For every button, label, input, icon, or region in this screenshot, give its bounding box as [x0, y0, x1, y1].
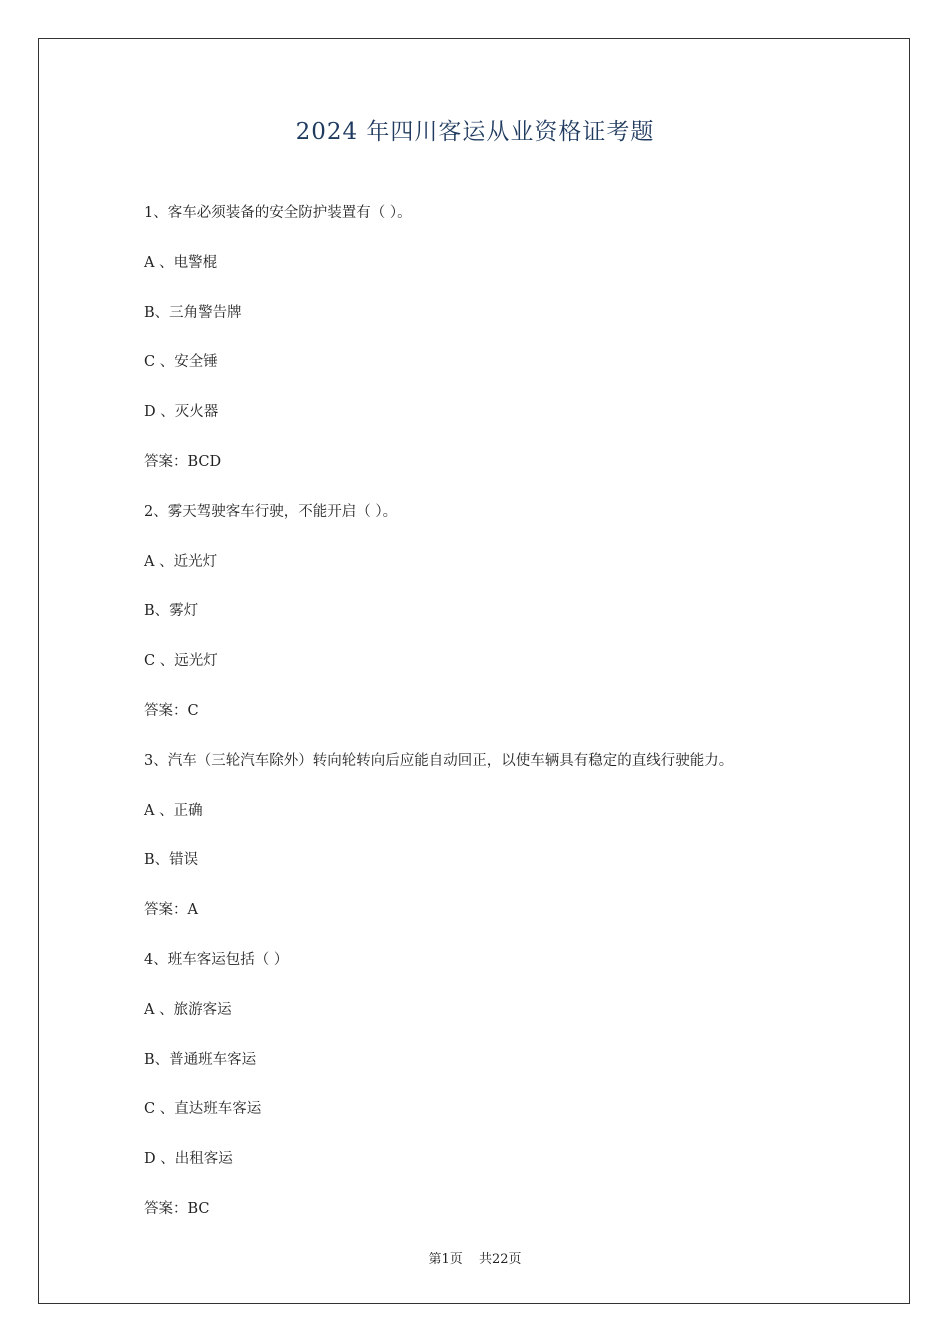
option: D 、灭火器 — [144, 404, 219, 421]
document-title: 2024 年四川客运从业资格证考题 — [295, 119, 655, 145]
question-list — [144, 202, 844, 1248]
question-text: 4、班车客运包括（ ） — [144, 951, 289, 968]
option: B、普通班车客运 — [144, 1051, 257, 1068]
option: B、雾灯 — [144, 603, 199, 620]
answer: 答案：A — [144, 902, 198, 919]
option: A 、正确 — [144, 802, 203, 819]
answer: 答案：BC — [144, 1200, 210, 1217]
option: A 、电警棍 — [144, 254, 218, 271]
option: C 、远光灯 — [144, 653, 218, 670]
answer: 答案：C — [144, 702, 199, 719]
page-footer — [0, 1248, 950, 1267]
question-text: 3、汽车（三轮汽车除外）转向轮转向后应能自动回正，以使车辆具有稳定的直线行驶能力。 — [144, 752, 734, 769]
option: A 、旅游客运 — [144, 1001, 232, 1018]
option: B、三角警告牌 — [144, 304, 242, 321]
option: C 、直达班车客运 — [144, 1101, 262, 1118]
total-pages: 共22页 — [478, 1252, 522, 1267]
question-text: 2、雾天驾驶客车行驶，不能开启（ ）。 — [144, 503, 398, 520]
option: C 、安全锤 — [144, 354, 218, 371]
option: B、错误 — [144, 852, 199, 869]
option: D 、出租客运 — [144, 1151, 233, 1168]
page-number: 第1页 — [428, 1252, 463, 1267]
answer: 答案：BCD — [144, 453, 222, 470]
option: A 、近光灯 — [144, 553, 218, 570]
question-text: 1、客车必须装备的安全防护装置有（ ）。 — [144, 205, 412, 221]
